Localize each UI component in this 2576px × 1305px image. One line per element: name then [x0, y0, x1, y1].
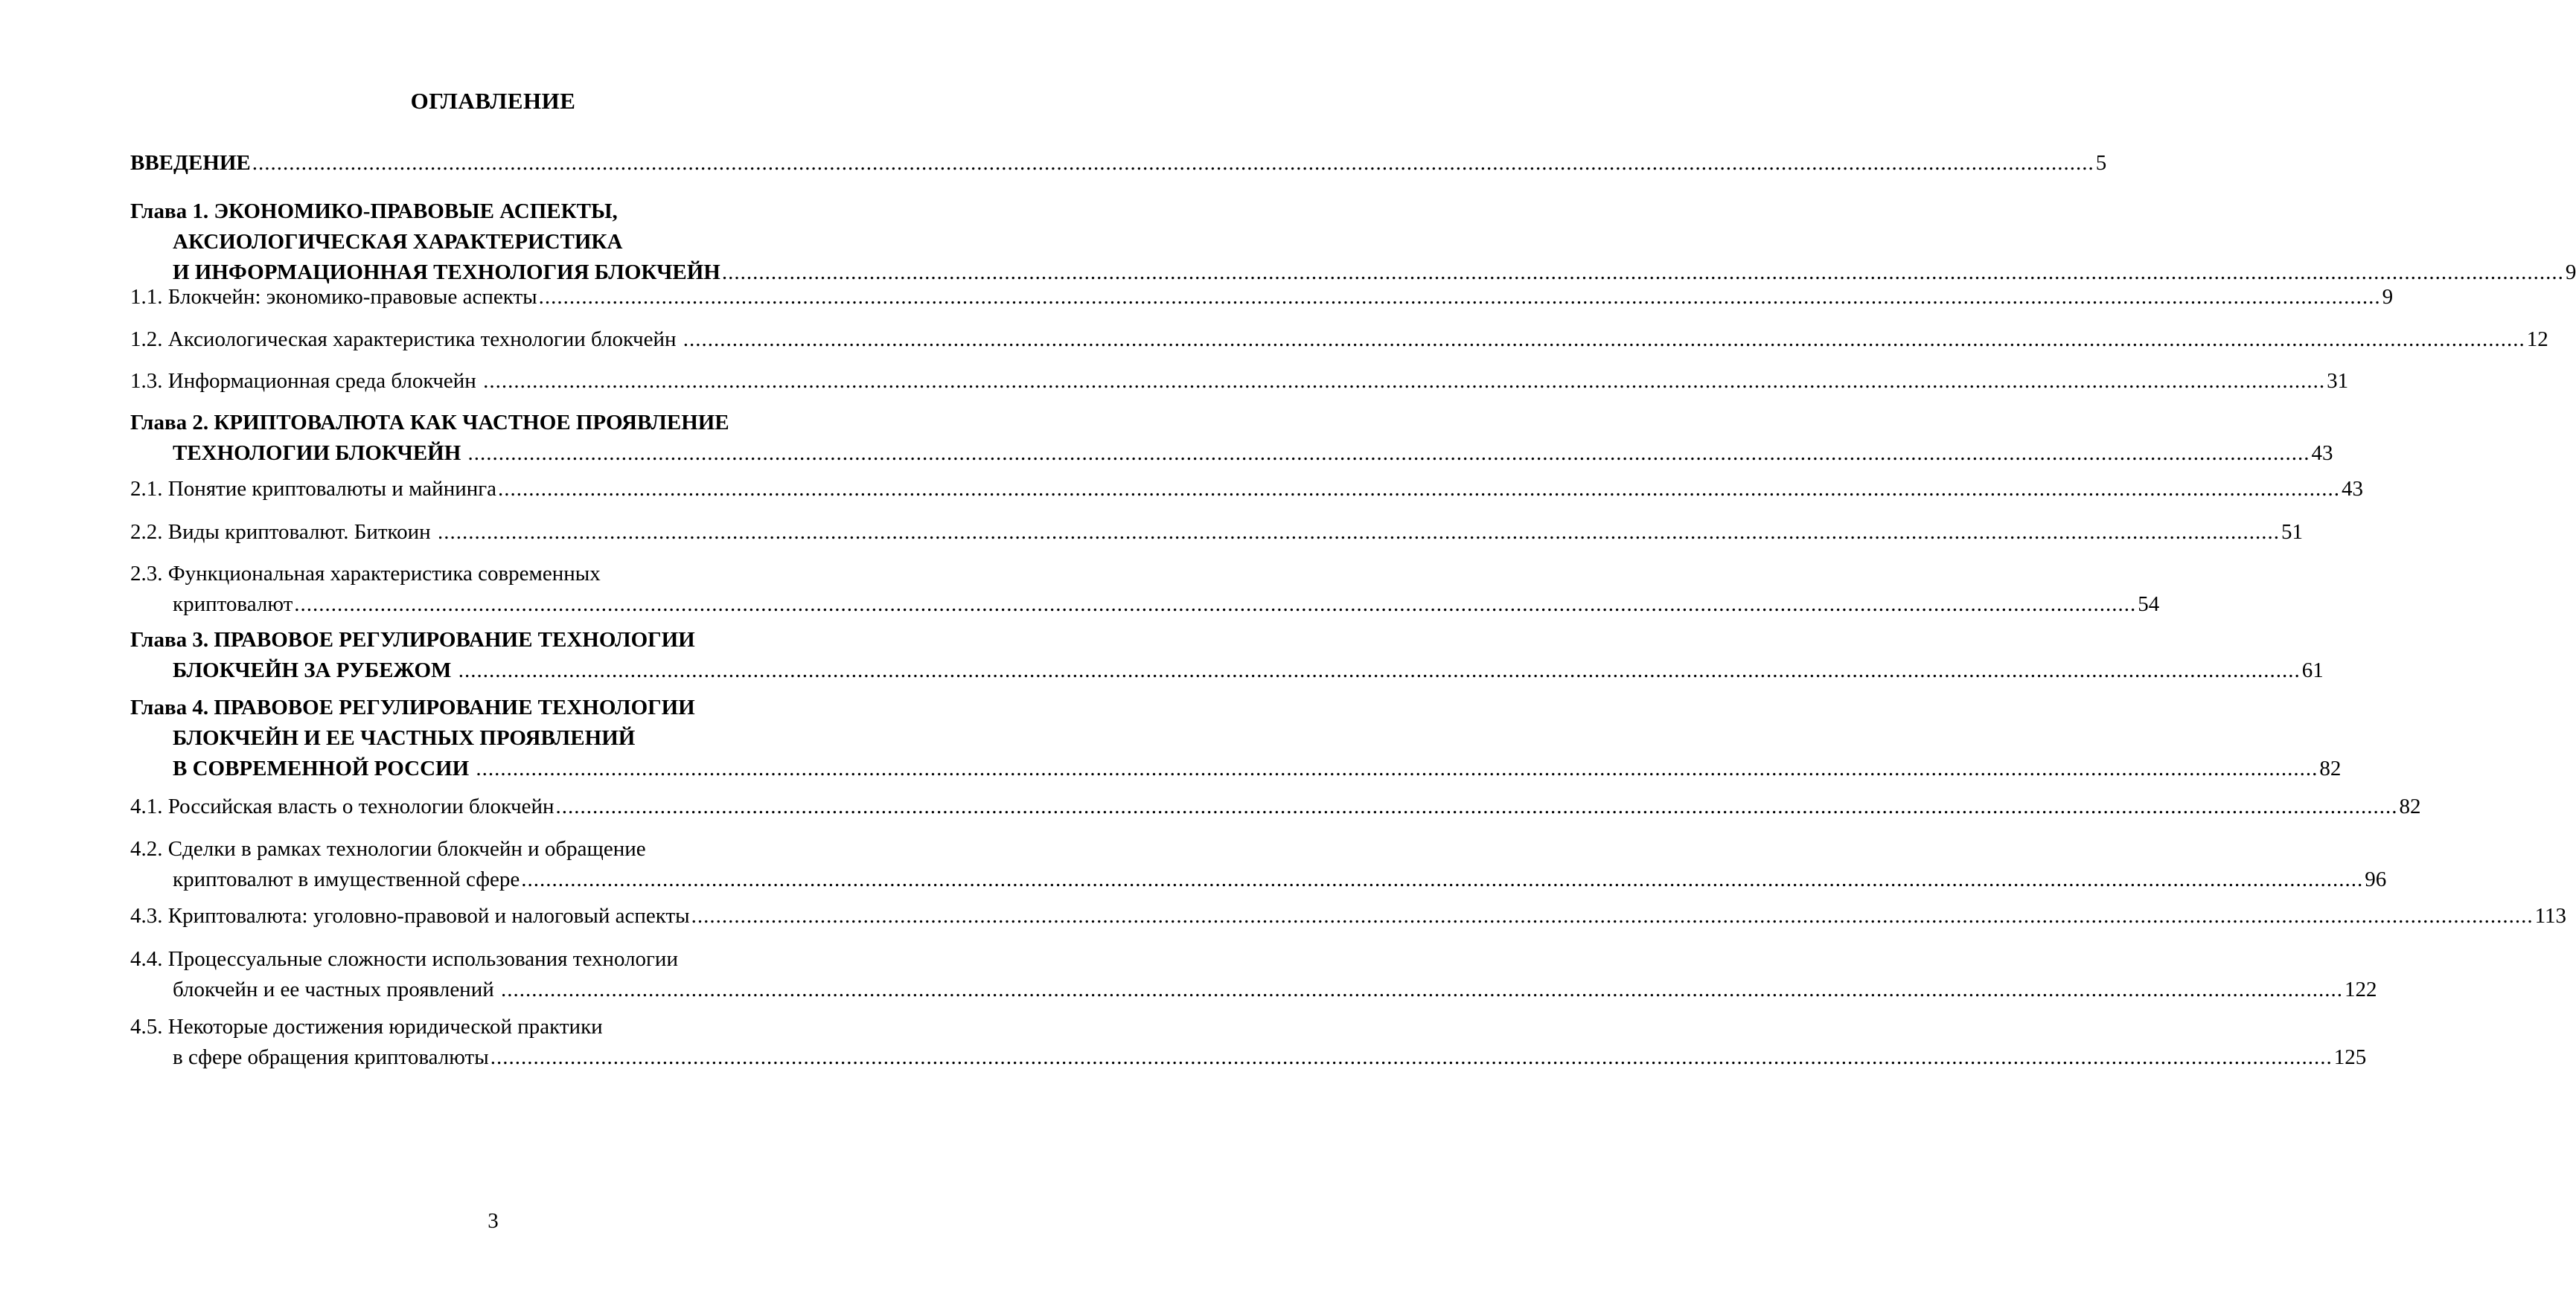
dot-leader: ............................................................................................................................................................................................................................................................................................................	[458, 658, 2301, 682]
dot-leader: ............................................................................................................................................................................................................................................................................................................	[437, 520, 2280, 544]
toc-entry-line	[130, 324, 2548, 355]
dot-leader: ............................................................................................................................................................................................................................................................................................................	[252, 151, 2094, 175]
toc-entry-line	[130, 366, 2349, 397]
toc-page-number: 12	[2526, 327, 2548, 351]
toc-entry-line	[130, 196, 856, 227]
toc-entry-text: 4.5. Некоторые достижения юридической практики	[130, 1015, 603, 1039]
toc-page-number: 113	[2534, 904, 2567, 928]
toc-page-number: 9	[2565, 260, 2576, 284]
toc-entry-text: БЛОКЧЕЙН ЗА РУБЕЖОМ	[173, 658, 457, 682]
toc-entry-line	[130, 975, 2377, 1005]
toc-entry-text: В СОВРЕМЕННОЙ РОССИИ	[173, 757, 475, 780]
page-title: ОГЛАВЛЕНИЕ	[410, 88, 576, 114]
toc-entry-text: АКСИОЛОГИЧЕСКАЯ ХАРАКТЕРИСТИКА	[173, 230, 623, 254]
toc-page-number: 122	[2345, 978, 2377, 1001]
toc-entry-text: ВВЕДЕНИЕ	[130, 151, 251, 175]
dot-leader: ............................................................................................................................................................................................................................................................................................................	[476, 757, 2318, 780]
toc-entry[interactable]	[130, 148, 2107, 179]
toc-entry[interactable]	[130, 196, 2576, 288]
toc-page-number: 9	[2382, 285, 2394, 309]
toc-entry-line	[130, 1042, 2367, 1073]
toc-entry-line	[130, 865, 2387, 895]
toc-page-number: 51	[2281, 520, 2303, 544]
toc-page-number: 96	[2365, 868, 2387, 891]
toc-entry-text: 1.1. Блокчейн: экономико-правовые аспекты	[130, 285, 537, 309]
toc-page-number: 125	[2333, 1045, 2367, 1069]
toc-entry-text: криптовалют	[173, 592, 293, 616]
toc-entry[interactable]	[130, 474, 2364, 504]
toc-entry-text: 2.3. Функциональная характеристика современных	[130, 562, 601, 586]
toc-entry-text: криптовалют в имущественной сфере	[173, 868, 520, 891]
dot-leader: ............................................................................................................................................................................................................................................................................................................	[691, 904, 2534, 928]
toc-entry-line	[130, 148, 2107, 179]
toc-entry-line	[130, 227, 856, 257]
toc-entry[interactable]	[130, 324, 2548, 355]
dot-leader: ............................................................................................................................................................................................................................................................................................................	[498, 477, 2341, 501]
toc-entry-line	[130, 901, 2567, 932]
dot-leader: ............................................................................................................................................................................................................................................................................................................	[683, 327, 2525, 351]
dot-leader: ............................................................................................................................................................................................................................................................................................................	[521, 868, 2364, 891]
toc-entry-text: И ИНФОРМАЦИОННАЯ ТЕХНОЛОГИЯ БЛОКЧЕЙН	[173, 260, 720, 284]
toc-entry-line	[130, 944, 856, 975]
toc-entry[interactable]	[130, 408, 2333, 469]
toc-entry-text: 4.1. Российская власть о технологии блокчейн	[130, 795, 554, 818]
toc-entry-text: блокчейн и ее частных проявлений	[173, 978, 499, 1001]
toc-entry-line	[130, 474, 2364, 504]
dot-leader: ............................................................................................................................................................................................................................................................................................................	[501, 978, 2343, 1001]
toc-page-number: 82	[2319, 757, 2342, 780]
toc-entry-text: 4.2. Сделки в рамках технологии блокчейн и обращение	[130, 837, 646, 861]
toc-entry-text: 1.2. Аксиологическая характеристика технологии блокчейн	[130, 327, 682, 351]
toc-entry-line	[130, 438, 2333, 469]
toc-entry-text: в сфере обращения криптовалюты	[173, 1045, 489, 1069]
toc-entry[interactable]	[130, 282, 2394, 312]
toc-entry[interactable]	[130, 366, 2349, 397]
toc-page-number: 31	[2327, 369, 2349, 393]
toc-entry-line	[130, 723, 856, 754]
toc-page-number: 5	[2095, 151, 2107, 175]
toc-entry-line	[130, 792, 2421, 822]
toc-page-number: 43	[2342, 477, 2364, 501]
toc-page-number: 61	[2301, 658, 2324, 682]
toc-entry[interactable]	[130, 559, 2160, 620]
toc-entry-line	[130, 282, 2394, 312]
dot-leader: ............................................................................................................................................................................................................................................................................................................	[483, 369, 2326, 393]
toc-entry-line	[130, 655, 2324, 686]
toc-entry[interactable]	[130, 901, 2567, 932]
toc-entry-text: Глава 2. КРИПТОВАЛЮТА КАК ЧАСТНОЕ ПРОЯВЛЕНИЕ	[130, 411, 729, 435]
toc-entry-text: Глава 4. ПРАВОВОЕ РЕГУЛИРОВАНИЕ ТЕХНОЛОГИИ	[130, 696, 695, 719]
toc-entry-line	[130, 754, 2342, 784]
toc-page-number: 54	[2138, 592, 2160, 616]
dot-leader: ............................................................................................................................................................................................................................................................................................................	[555, 795, 2398, 818]
toc-entry[interactable]	[130, 693, 2342, 784]
toc-entry-line	[130, 517, 2303, 548]
toc-entry[interactable]	[130, 625, 2324, 686]
toc-entry-text: 1.3. Информационная среда блокчейн	[130, 369, 482, 393]
toc-page-number: 43	[2311, 441, 2333, 465]
table-of-contents	[130, 0, 2576, 1305]
toc-page-number: 82	[2399, 795, 2421, 818]
toc-entry-line	[130, 559, 856, 589]
toc-entry-line	[130, 834, 856, 865]
dot-leader: ............................................................................................................................................................................................................................................................................................................	[294, 592, 2137, 616]
dot-leader: ............................................................................................................................................................................................................................................................................................................	[721, 260, 2564, 284]
toc-entry-line	[130, 693, 856, 723]
toc-entry-line	[130, 589, 2160, 620]
toc-entry[interactable]	[130, 834, 2387, 895]
dot-leader: ............................................................................................................................................................................................................................................................................................................	[538, 285, 2381, 309]
toc-entry-text: 4.3. Криптовалюта: уголовно-правовой и налоговый аспекты	[130, 904, 690, 928]
page-number: 3	[488, 1209, 499, 1233]
dot-leader: ............................................................................................................................................................................................................................................................................................................	[467, 441, 2310, 465]
toc-entry-text: Глава 1. ЭКОНОМИКО-ПРАВОВЫЕ АСПЕКТЫ,	[130, 199, 618, 223]
toc-entry[interactable]	[130, 1012, 2367, 1073]
toc-entry-text: 2.1. Понятие криптовалюты и майнинга	[130, 477, 497, 501]
toc-entry-text: Глава 3. ПРАВОВОЕ РЕГУЛИРОВАНИЕ ТЕХНОЛОГИИ	[130, 628, 695, 652]
toc-entry[interactable]	[130, 517, 2303, 548]
toc-entry-text: ТЕХНОЛОГИИ БЛОКЧЕЙН	[173, 441, 467, 465]
toc-entry[interactable]	[130, 792, 2421, 822]
toc-entry-line	[130, 625, 856, 655]
toc-entry-text: БЛОКЧЕЙН И ЕЕ ЧАСТНЫХ ПРОЯВЛЕНИЙ	[173, 726, 636, 750]
dot-leader: ............................................................................................................................................................................................................................................................................................................	[490, 1045, 2333, 1069]
toc-entry-line	[130, 1012, 856, 1042]
toc-entry-line	[130, 408, 856, 438]
toc-entry-text: 2.2. Виды криптовалют. Биткоин	[130, 520, 436, 544]
toc-entry-text: 4.4. Процессуальные сложности использования технологии	[130, 947, 678, 971]
toc-entry[interactable]	[130, 944, 2377, 1005]
